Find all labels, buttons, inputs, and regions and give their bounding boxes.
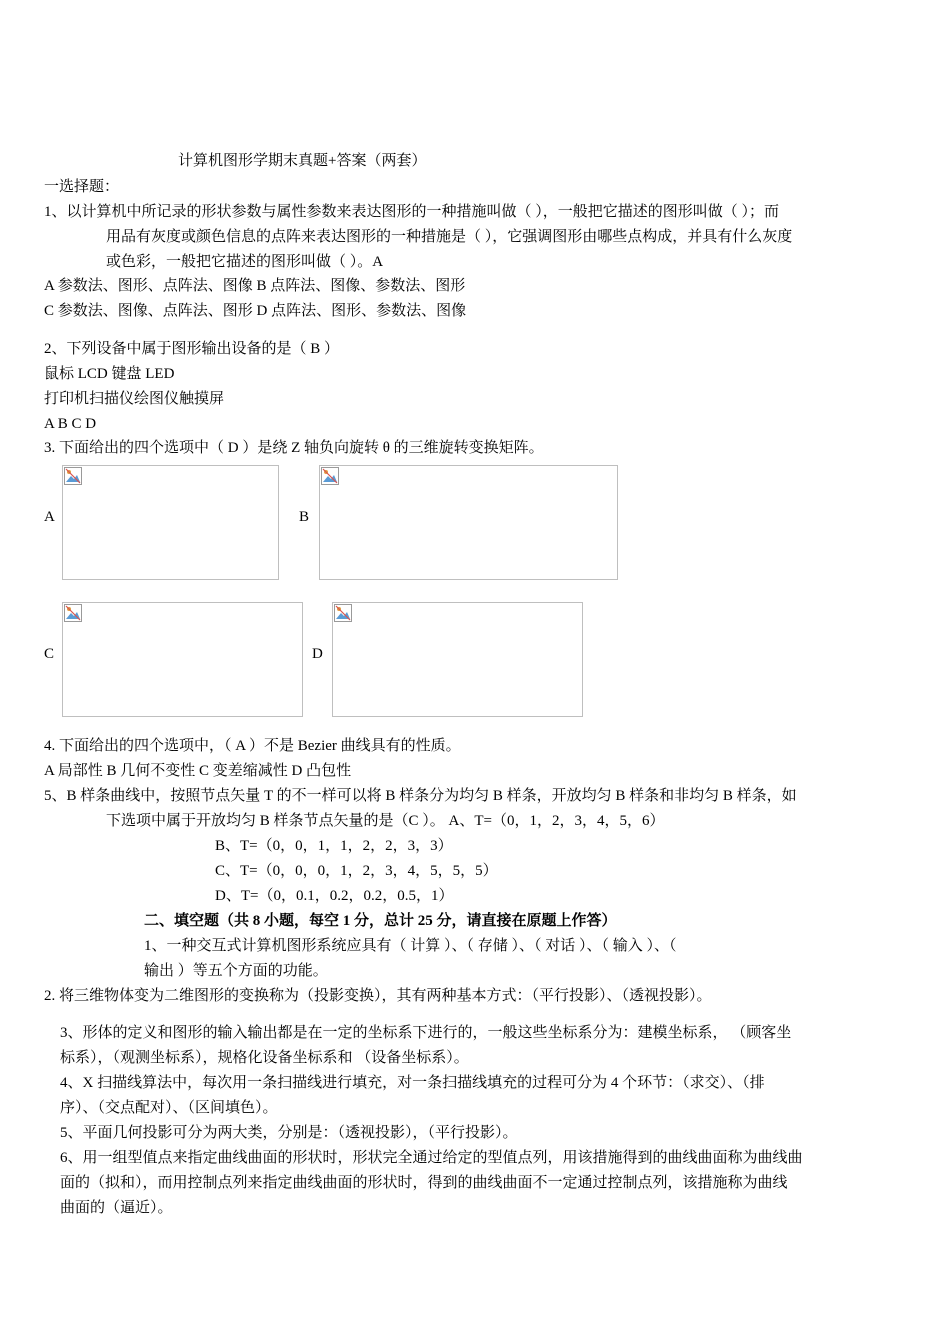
q4-stem: 4. 下面给出的四个选项中，（ A ）不是 Bezier 曲线具有的性质。 (44, 738, 461, 754)
q4-options: A 局部性 B 几何不变性 C 变差缩减性 D 凸包性 (44, 763, 352, 779)
q2-options: A B C D (44, 416, 97, 432)
broken-image-icon (334, 604, 352, 622)
q5-line2: 下选项中属于开放均匀 B 样条节点矢量的是（C ）。 A、T=（0，1，2，3，4，5，6） (106, 813, 665, 829)
q3-stem: 3. 下面给出的四个选项中（ D ）是绕 Z 轴负向旋转 θ 的三维旋转变换矩阵。 (44, 440, 544, 456)
q1-options-ab: A 参数法、图形、点阵法、图像 B 点阵法、图像、参数法、图形 (44, 278, 466, 294)
f5-line: 5、平面几何投影可分为两大类，分别是：（透视投影），（平行投影）。 (60, 1125, 518, 1141)
broken-image-icon (321, 467, 339, 485)
q5-option-d: D、T=（0，0.1，0.2，0.2，0.5，1） (215, 888, 454, 904)
f3-line1: 3、形体的定义和图形的输入输出都是在一定的坐标系下进行的，一般这些坐标系分为：建模坐标系， （顾客坐 (60, 1025, 792, 1041)
section-heading-fill: 二、填空题（共 8 小题，每空 1 分，总计 25 分，请直接在原题上作答） (144, 913, 617, 929)
section-heading-choice: 一选择题： (44, 179, 120, 195)
f4-line2: 序）、（交点配对）、（区间填色）。 (60, 1100, 278, 1116)
q3-option-b-image (319, 465, 618, 580)
q2-stem: 2、下列设备中属于图形输出设备的是（ B ） (44, 341, 340, 357)
f6-line3: 曲面的（逼近）。 (60, 1200, 173, 1216)
q3-label-c: C (44, 646, 55, 662)
q3-label-b: B (299, 509, 310, 525)
q2-devices-1: 鼠标 LCD 键盘 LED (44, 366, 175, 382)
broken-image-icon (64, 604, 82, 622)
q1-line2: 用品有灰度或颜色信息的点阵来表达图形的一种措施是（ ），它强调图形由哪些点构成，并具有什么灰度 (106, 229, 793, 245)
q3-label-a: A (44, 509, 55, 525)
f2-line: 2. 将三维物体变为二维图形的变换称为（投影变换），其有两种基本方式：（平行投影）、（透视投影）。 (44, 988, 712, 1004)
page-title: 计算机图形学期末真题+答案（两套） (178, 153, 427, 169)
q1-line3: 或色彩，一般把它描述的图形叫做（ ）。A (106, 254, 384, 270)
q1-line1: 1、以计算机中所记录的形状参数与属性参数来表达图形的一种措施叫做（ ），一般把它描述的图形叫做（ ）；而 (44, 204, 780, 220)
f4-line1: 4、X 扫描线算法中，每次用一条扫描线进行填充，对一条扫描线填充的过程可分为 4 个环节：（求交）、（排 (60, 1075, 765, 1091)
f3-line2: 标系），（观测坐标系），规格化设备坐标系和 （设备坐标系）。 (60, 1050, 469, 1066)
broken-image-icon (64, 467, 82, 485)
f6-line2: 面的（拟和），而用控制点列来指定曲线曲面的形状时，得到的曲线曲面不一定通过控制点列，该措施称为曲线 (60, 1175, 788, 1191)
f1-line1: 1、一种交互式计算机图形系统应具有（ 计算 ）、（ 存储 ）、（ 对话 ）、（ 输入 ）、（ (144, 938, 677, 954)
q3-option-a-image (62, 465, 279, 580)
q3-option-c-image (62, 602, 303, 717)
q3-label-d: D (312, 646, 323, 662)
q5-option-b: B、T=（0，0，1，1，2，2，3，3） (215, 838, 453, 854)
q5-option-c: C、T=（0，0，0，1，2，3，4，5，5，5） (215, 863, 498, 879)
q3-option-d-image (332, 602, 583, 717)
f6-line1: 6、用一组型值点来指定曲线曲面的形状时，形状完全通过给定的型值点列，用该措施得到的曲线曲面称为曲线曲 (60, 1150, 803, 1166)
q2-devices-2: 打印机扫描仪绘图仪触摸屏 (44, 391, 225, 407)
q1-options-cd: C 参数法、图像、点阵法、图形 D 点阵法、图形、参数法、图像 (44, 303, 467, 319)
f1-line2: 输出 ）等五个方面的功能。 (144, 963, 328, 979)
q5-line1: 5、B 样条曲线中，按照节点矢量 T 的不一样可以将 B 样条分为均匀 B 样条，开放均匀 B 样条和非均匀 B 样条，如 (44, 788, 797, 804)
